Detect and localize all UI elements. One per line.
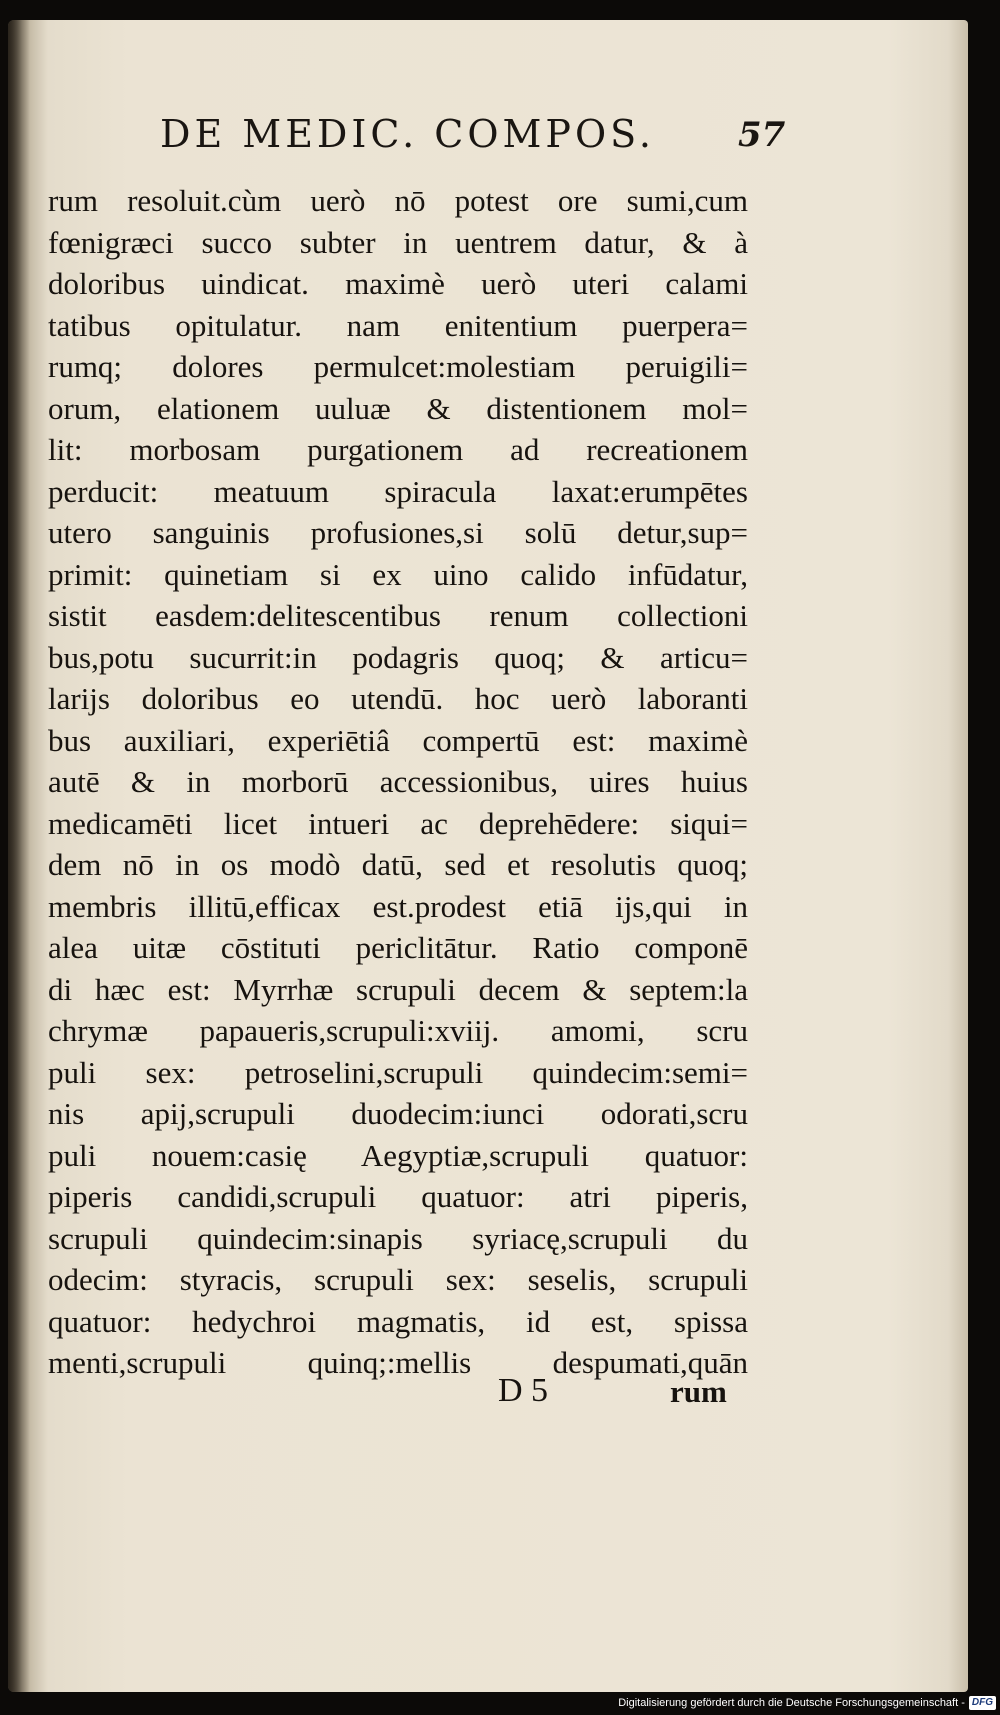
dfg-logo: DFG [969,1696,996,1710]
text-line: scrupuli quindecim:sinapis syriacę,scrupuli du [48,1220,748,1256]
text-line: puli sex: petroselini,scrupuli quindecim:semi= [48,1054,748,1090]
text-line: utero sanguinis profusiones,si solū detur,sup= [48,515,748,550]
text-line: membris illitū,efficax est.prodest etiā ijs,qui in [48,888,748,924]
text-line: chrymæ papaueris,scrupuli:xviij. amomi, scru [48,1013,748,1048]
text-line: medicamēti licet intueri ac deprehēdere: siqui= [48,805,748,841]
text-line: alea uitæ cōstituti periclitātur. Ratio componē [48,930,748,965]
digitization-credit [618,1695,996,1711]
running-head: DE MEDIC. COMPOS. [160,112,655,156]
text-line: rumq; dolores permulcet:molestiam peruigili= [48,349,748,384]
text-line: primit: quinetiam si ex uino calido infūdatur, [48,556,748,592]
text-line: lit: morbosam purgationem ad recreationem [48,432,748,467]
text-line: rum resoluit.cùm uerò nō potest ore sumi,cum [48,183,748,218]
text-line: sistit easdem:delitescentibus renum collectioni [48,598,748,633]
text-line: bus,potu sucurrit:in podagris quoq; & articu= [48,639,748,675]
text-line: di hæc est: Myrrhæ scrupuli decem & septem:la [48,971,748,1007]
text-line: menti,scrupuli quinq;:mellis despumati,quān [48,1345,748,1380]
catchword: rum [670,1374,727,1409]
text-line: fœnigræci succo subter in uentrem datur, & à [48,224,748,260]
text-line: doloribus uindicat. maximè uerò uteri calami [48,266,748,301]
text-line: orum, elationem uuluæ & distentionem mol= [48,390,748,426]
signature-mark: D 5 [498,1372,549,1409]
text-line: perducit: meatuum spiracula laxat:erumpētes [48,473,748,509]
body-text [48,180,748,1384]
text-line: dem nō in os modò datū, sed et resolutis quoq; [48,847,748,882]
text-line: puli nouem:casię Aegyptiæ,scrupuli quatuor: [48,1137,748,1173]
text-line: larijs doloribus eo utendū. hoc uerò laboranti [48,681,748,716]
text-line: odecim: styracis, scrupuli sex: seselis, scrupuli [48,1262,748,1297]
page-number: 57 [738,115,786,155]
text-line: piperis candidi,scrupuli quatuor: atri piperis, [48,1179,748,1214]
credit-text: Digitalisierung gefördert durch die Deutsche Forschungsgemeinschaft - [618,1697,965,1709]
text-line: bus auxiliari, experiētiâ compertū est: maximè [48,722,748,758]
text-line: tatibus opitulatur. nam enitentium puerpera= [48,307,748,343]
gutter-shadow [8,20,30,1692]
text-line: autē & in morborū accessionibus, uires huius [48,764,748,799]
book-page [8,20,968,1692]
text-line: quatuor: hedychroi magmatis, id est, spissa [48,1303,748,1339]
text-line: nis apij,scrupuli duodecim:iunci odorati,scru [48,1096,748,1131]
